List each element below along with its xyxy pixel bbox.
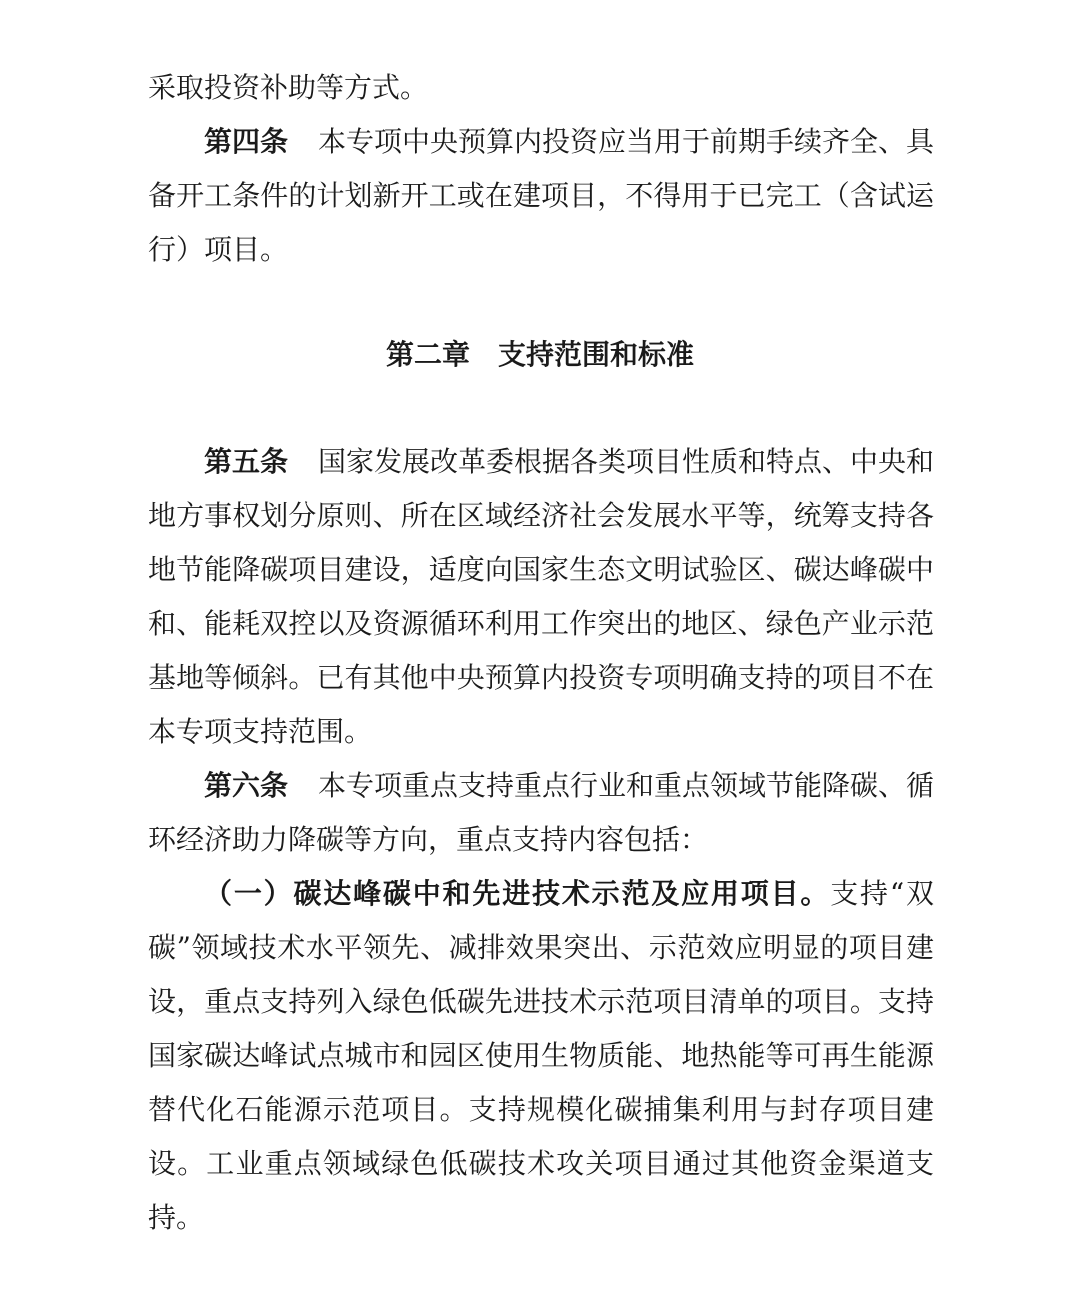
article6-label: 第六条 xyxy=(204,769,289,802)
chapter-heading: 第二章 支持范围和标准 xyxy=(385,338,694,371)
item1-line-3: 设，重点支持列入绿色低碳先进技术示范项目清单的项目。支持 xyxy=(148,985,934,1018)
article5-line-1 xyxy=(204,442,934,482)
article4-label: 第四条 xyxy=(204,125,289,158)
intro-line: 采取投资补助等方式。 xyxy=(148,71,429,104)
article4-text-1: 本专项中央预算内投资应当用于前期手续齐全、具 xyxy=(318,125,935,158)
article6-line-2: 环经济助力降碳等方向，重点支持内容包括： xyxy=(148,823,709,856)
article5-line-4: 和、能耗双控以及资源循环利用工作突出的地区、绿色产业示范 xyxy=(148,607,934,640)
item1-line-7: 持。 xyxy=(148,1201,205,1234)
article5-line-2: 地方事权划分原则、所在区域经济社会发展水平等，统筹支持各 xyxy=(148,499,934,532)
article4-line-3: 行）项目。 xyxy=(148,233,289,266)
item1-line-4: 国家碳达峰试点城市和园区使用生物质能、地热能等可再生能源 xyxy=(148,1039,934,1072)
item1-line-2: 碳”领域技术水平领先、减排效果突出、示范效应明显的项目建 xyxy=(148,931,934,964)
article5-label: 第五条 xyxy=(204,445,289,478)
article6-text-1: 本专项重点支持重点行业和重点领域节能降碳、循 xyxy=(318,769,935,802)
item1-line-5: 替代化石能源示范项目。支持规模化碳捕集利用与封存项目建 xyxy=(148,1093,934,1126)
article5-line-3: 地节能降碳项目建设，适度向国家生态文明试验区、碳达峰碳中 xyxy=(148,553,934,586)
article4-line-1 xyxy=(204,122,934,162)
article5-text-1: 国家发展改革委根据各类项目性质和特点、中央和 xyxy=(318,445,935,478)
item1-text-1: 支持“双 xyxy=(830,877,934,910)
article5-line-5: 基地等倾斜。已有其他中央预算内投资专项明确支持的项目不在 xyxy=(148,661,934,694)
item1-line-6: 设。工业重点领域绿色低碳技术攻关项目通过其他资金渠道支 xyxy=(148,1147,934,1180)
article5-line-6: 本专项支持范围。 xyxy=(148,715,373,748)
article4-line-2: 备开工条件的计划新开工或在建项目，不得用于已完工（含试运 xyxy=(148,179,934,212)
article6-line-1 xyxy=(204,766,934,806)
item1-title: （一）碳达峰碳中和先进技术示范及应用项目。 xyxy=(204,877,831,910)
item1-line-1 xyxy=(204,874,934,914)
